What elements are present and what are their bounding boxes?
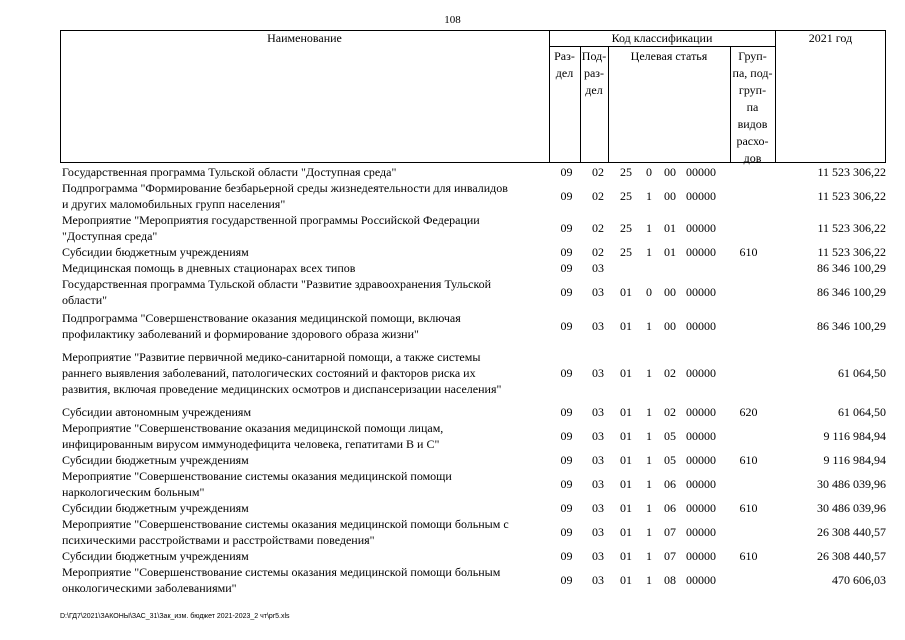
direction-code: 00000 [686,285,716,299]
podrazdel-code: 03 [592,366,604,380]
podrazdel-code: 03 [592,453,604,467]
table-row [60,548,886,564]
amount-2021: 30 486 039,96 [817,477,886,491]
row-name: Государственная программа Тульской области "Развитие здравоохранения Тульской области" [62,277,492,307]
program-code: 25 [620,221,632,235]
amount-2021: 9 116 984,94 [823,429,886,443]
razdel-code: 09 [560,429,573,443]
file-path-footer: D:\ГД7\2021\ЗАКОНЫ\ЗАС_31\Зак_изм. бюджет 2021-2023_2 чт\pr5.xls [60,613,290,620]
razdel-code: 09 [560,501,573,515]
event-code: 01 [664,221,676,235]
direction-code: 00000 [686,477,716,491]
header-razdel: Раз- дел [554,49,575,80]
direction-code: 00000 [686,366,716,380]
table-row [60,403,886,420]
amount-2021: 86 346 100,29 [817,261,886,275]
podrazdel-code: 03 [592,549,604,563]
event-code: 05 [664,453,676,467]
subprogram-code: 1 [646,366,652,380]
header-podrazdel: Под- раз- дел [581,49,607,97]
event-code: 00 [664,285,676,299]
program-code: 01 [620,285,632,299]
subprogram-code: 1 [646,477,652,491]
razdel-code: 09 [560,453,573,467]
row-name: Мероприятие "Развитие первичной медико-санитарной помощи, а также системы раннего выявления заболеваний, патологических состояний и факторов риска их развития, включая проведение медицинских осмотров и диспансеризации населения" [62,350,502,396]
amount-2021: 470 606,03 [832,573,886,587]
razdel-code: 09 [560,245,573,259]
table-row [60,564,886,596]
podrazdel-code: 03 [592,285,604,299]
subprogram-code: 1 [646,429,652,443]
podrazdel-code: 03 [592,573,604,587]
program-code: 01 [620,318,632,333]
razdel-code: 09 [560,573,573,587]
program-code: 01 [620,525,632,539]
program-code: 01 [620,366,632,380]
header-target: Целевая статья [630,49,708,63]
direction-code: 00000 [686,525,716,539]
subprogram-code: 0 [646,165,652,179]
subprogram-code: 1 [646,549,652,563]
table-header [60,30,886,163]
event-code: 06 [664,501,676,515]
podrazdel-code: 02 [592,245,604,259]
podrazdel-code: 02 [592,165,604,179]
razdel-code: 09 [560,261,573,275]
row-name: Мероприятие "Совершенствование системы оказания медицинской помощи наркологическим больным" [62,469,452,499]
razdel-code: 09 [560,285,573,299]
header-group: Груп- па, под- груп- па видов расхо- дов [732,49,773,165]
amount-2021: 61 064,50 [838,366,886,380]
program-code: 01 [620,404,632,419]
podrazdel-code: 02 [592,221,604,235]
direction-code: 00000 [686,165,716,179]
expense-group-code: 610 [739,549,758,563]
row-name: Субсидии бюджетным учреждениям [62,453,249,467]
table-row [60,452,886,468]
row-name: Мероприятие "Совершенствование системы оказания медицинской помощи больным с психическими расстройствами и расстройствами поведения" [62,517,509,547]
direction-code: 00000 [686,501,716,515]
amount-2021: 11 523 306,22 [817,165,886,179]
direction-code: 00000 [686,189,716,203]
subprogram-code: 1 [646,318,652,333]
amount-2021: 26 308 440,57 [817,525,886,539]
program-code: 01 [620,453,632,467]
event-code: 00 [664,165,676,179]
razdel-code: 09 [560,525,573,539]
row-name: Субсидии бюджетным учреждениям [62,549,249,563]
direction-code: 00000 [686,573,716,587]
direction-code: 00000 [686,453,716,467]
amount-2021: 11 523 306,22 [817,189,886,203]
amount-2021: 61 064,50 [838,404,886,419]
subprogram-code: 1 [646,189,652,203]
event-code: 07 [664,525,676,539]
direction-code: 00000 [686,318,716,333]
razdel-code: 09 [560,189,573,203]
event-code: 01 [664,245,676,259]
amount-2021: 26 308 440,57 [817,549,886,563]
amount-2021: 11 523 306,22 [817,245,886,259]
razdel-code: 09 [560,477,573,491]
row-name: Субсидии бюджетным учреждениям [62,245,249,259]
podrazdel-code: 03 [592,477,604,491]
razdel-code: 09 [560,404,573,419]
podrazdel-code: 02 [592,189,604,203]
razdel-code: 09 [560,318,573,333]
row-name: Мероприятие "Мероприятия государственной программы Российской Федерации "Доступная среда" [62,213,480,243]
table-row [60,420,886,452]
razdel-code: 09 [560,221,573,235]
amount-2021: 30 486 039,96 [817,501,886,515]
program-code: 01 [620,501,632,515]
expense-group-code: 610 [739,501,758,515]
podrazdel-code: 03 [592,318,604,333]
program-code: 25 [620,165,632,179]
direction-code: 00000 [686,404,716,419]
direction-code: 00000 [686,429,716,443]
table-row [60,212,886,244]
podrazdel-code: 03 [592,501,604,515]
table-row [60,260,886,276]
header-code: Код классификации [611,31,713,45]
table-row [60,308,886,343]
podrazdel-code: 03 [592,261,604,275]
row-name: Подпрограмма "Формирование безбарьерной среды жизнедеятельности для инвалидов и других маломобильных групп населения" [62,181,508,211]
table-row [60,276,886,308]
expense-group-code: 610 [739,453,758,467]
direction-code: 00000 [686,221,716,235]
table-row [60,343,886,403]
event-code: 06 [664,477,676,491]
table-row [60,500,886,516]
page-number: 108 [444,14,461,26]
row-name: Субсидии бюджетным учреждениям [62,501,249,515]
subprogram-code: 1 [646,453,652,467]
program-code: 25 [620,245,632,259]
row-name: Медицинская помощь в дневных стационарах всех типов [62,261,356,275]
program-code: 01 [620,477,632,491]
program-code: 01 [620,549,632,563]
direction-code: 00000 [686,245,716,259]
expense-group-code: 620 [739,404,758,419]
program-code: 01 [620,429,632,443]
event-code: 05 [664,429,676,443]
row-name: Государственная программа Тульской области "Доступная среда" [62,165,397,179]
subprogram-code: 0 [646,285,652,299]
header-name: Наименование [267,31,342,45]
subprogram-code: 1 [646,221,652,235]
subprogram-code: 1 [646,245,652,259]
podrazdel-code: 03 [592,525,604,539]
program-code: 25 [620,189,632,203]
row-name: Мероприятие "Совершенствование оказания медицинской помощи лицам, инфицированным вирусом иммунодефицита человека, гепатитами В и С" [62,421,444,451]
header-year: 2021 год [808,31,853,45]
amount-2021: 86 346 100,29 [817,318,886,333]
podrazdel-code: 03 [592,429,604,443]
row-name: Подпрограмма "Совершенствование оказания медицинской помощи, включая профилактику заболеваний и формирование здорового образа жизни" [62,310,461,341]
table-body [60,164,886,596]
podrazdel-code: 03 [592,404,604,419]
subprogram-code: 1 [646,573,652,587]
amount-2021: 9 116 984,94 [823,453,886,467]
razdel-code: 09 [560,549,573,563]
razdel-code: 09 [560,366,573,380]
event-code: 08 [664,573,676,587]
expense-group-code: 610 [739,245,758,259]
table-row [60,164,886,180]
table-row [60,244,886,260]
direction-code: 00000 [686,549,716,563]
event-code: 00 [664,318,676,333]
table-row [60,468,886,500]
event-code: 02 [664,366,676,380]
table-row [60,180,886,212]
amount-2021: 11 523 306,22 [817,221,886,235]
amount-2021: 86 346 100,29 [817,285,886,299]
table-row [60,516,886,548]
subprogram-code: 1 [646,501,652,515]
event-code: 07 [664,549,676,563]
row-name: Мероприятие "Совершенствование системы оказания медицинской помощи больным онкологическими заболеваниями" [62,565,501,595]
event-code: 00 [664,189,676,203]
event-code: 02 [664,404,676,419]
razdel-code: 09 [560,165,573,179]
subprogram-code: 1 [646,525,652,539]
program-code: 01 [620,573,632,587]
subprogram-code: 1 [646,404,652,419]
row-name: Субсидии автономным учреждениям [62,404,252,419]
